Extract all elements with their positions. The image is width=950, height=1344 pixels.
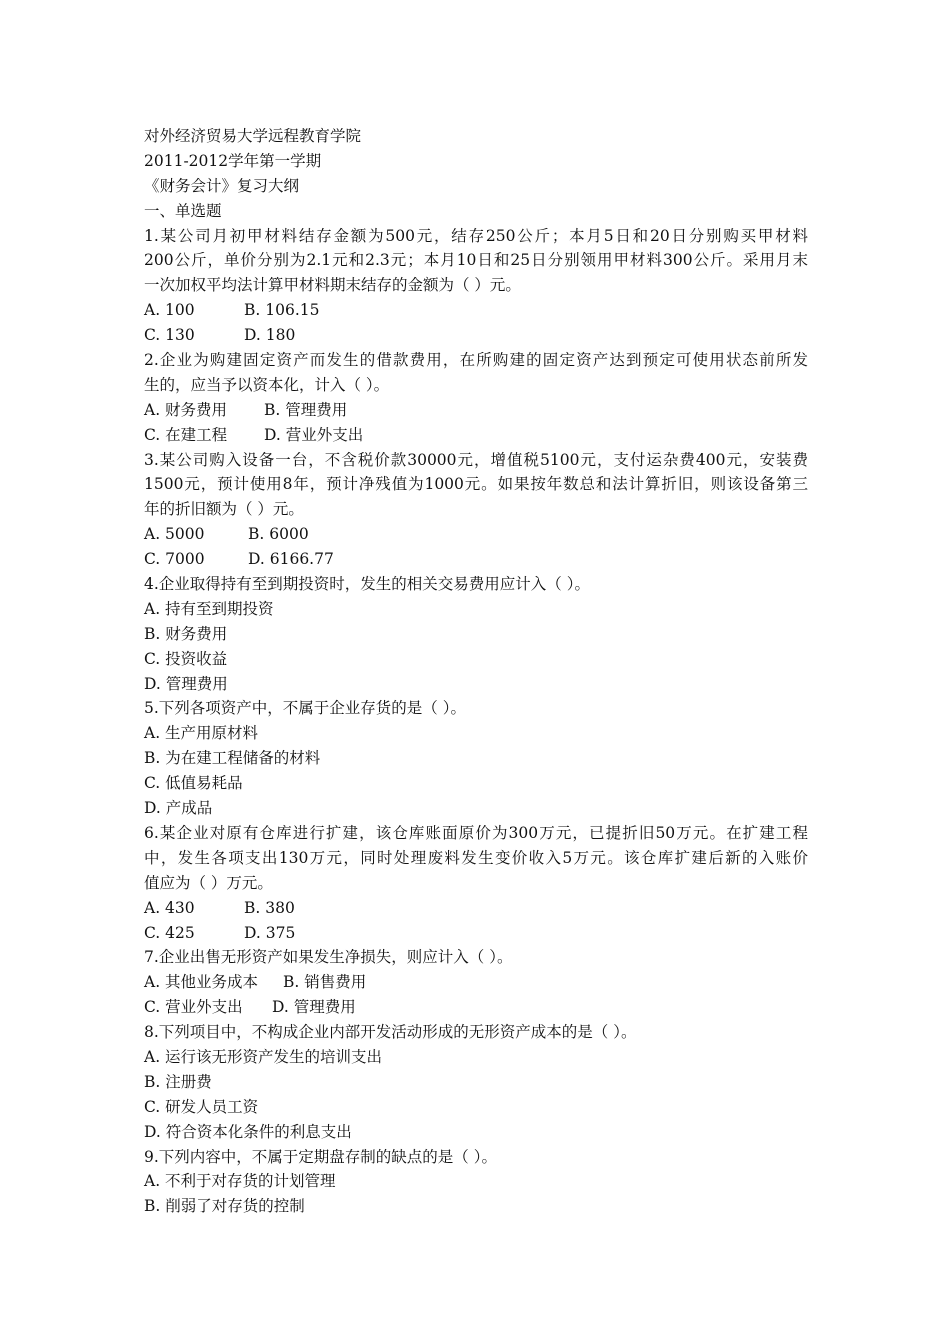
option-d: D. 375 [244, 923, 296, 942]
question-text-line: 9.下列内容中，不属于定期盘存制的缺点的是（ ）。 [144, 1147, 497, 1166]
option-d: D. 管理费用 [144, 674, 228, 693]
section-heading: 一、单选题 [144, 201, 222, 220]
question-5 [144, 696, 808, 820]
option-c: C. 投资收益 [144, 649, 228, 668]
question-text-line: 一次加权平均法计算甲材料期末结存的金额为（ ）元。 [144, 276, 521, 295]
question-text-line: 生的，应当予以资本化，计入（ ）。 [144, 375, 390, 394]
question-text-line: 7.企业出售无形资产如果发生净损失，则应计入（ ）。 [144, 948, 513, 967]
option-c: C. 营业外支出 [144, 998, 243, 1017]
option-a: A. 其他业务成本 [144, 973, 259, 992]
option-a: A. 430 [144, 898, 195, 917]
option-c: C. 低值易耗品 [144, 774, 243, 793]
question-text-line: 1500元，预计使用8年，预计净残值为1000元。如果按年数总和法计算折旧，则该设备第三 [144, 475, 808, 494]
option-d: D. 符合资本化条件的利息支出 [144, 1122, 352, 1141]
question-8 [144, 1020, 808, 1144]
option-b: B. 为在建工程储备的材料 [144, 749, 321, 768]
option-b: B. 财务费用 [144, 624, 228, 643]
option-a: A. 财务费用 [144, 400, 228, 419]
question-2 [144, 348, 808, 448]
option-c: C. 425 [144, 923, 195, 942]
option-c: C. 研发人员工资 [144, 1097, 259, 1116]
option-d: D. 营业外支出 [264, 425, 364, 444]
question-text-line: 2.企业为购建固定资产而发生的借款费用，在所购建的固定资产达到预定可使用状态前所发 [144, 351, 808, 370]
option-b: B. 106.15 [244, 301, 320, 320]
option-b: B. 注册费 [144, 1072, 212, 1091]
option-a: A. 不利于对存货的计划管理 [144, 1172, 336, 1191]
question-text-line: 1.某公司月初甲材料结存金额为500元，结存250公斤；本月5日和20日分别购买甲材料 [144, 226, 808, 245]
option-d: D. 180 [244, 326, 296, 345]
option-b: B. 380 [244, 898, 295, 917]
question-text-line: 6.某企业对原有仓库进行扩建，该仓库账面原价为300万元，已提折旧50万元。在扩建工程 [144, 823, 808, 842]
option-b: B. 管理费用 [264, 400, 348, 419]
question-text-line: 值应为（ ）万元。 [144, 873, 273, 892]
option-row [144, 398, 808, 423]
option-b: B. 6000 [248, 525, 309, 544]
option-a: A. 生产用原材料 [144, 724, 259, 743]
question-1 [144, 224, 808, 348]
option-d: D. 6166.77 [248, 550, 334, 569]
question-text-line: 年的折旧额为（ ）元。 [144, 500, 304, 519]
option-a: A. 运行该无形资产发生的培训支出 [144, 1047, 383, 1066]
question-text-line: 8.下列项目中，不构成企业内部开发活动形成的无形资产成本的是（ ）。 [144, 1023, 637, 1042]
option-a: A. 5000 [144, 525, 205, 544]
option-a: A. 100 [144, 301, 195, 320]
school-name: 对外经济贸易大学远程教育学院 [144, 127, 362, 145]
option-row [144, 522, 808, 547]
option-row [144, 423, 808, 448]
question-6 [144, 821, 808, 945]
option-row [144, 970, 808, 995]
question-7 [144, 945, 808, 1020]
question-text-line: 4.企业取得持有至到期投资时，发生的相关交易费用应计入（ ）。 [144, 575, 590, 594]
option-d: D. 产成品 [144, 799, 213, 818]
option-c: C. 7000 [144, 550, 205, 569]
question-9 [144, 1145, 808, 1220]
option-row [144, 323, 808, 348]
course-title: 《财务会计》复习大纲 [144, 176, 300, 195]
option-row [144, 896, 808, 921]
option-b: B. 削弱了对存货的控制 [144, 1197, 305, 1216]
document-page [144, 124, 808, 1219]
option-b: B. 销售费用 [283, 973, 367, 992]
question-text-line: 中，发生各项支出130万元，同时处理废料发生变价收入5万元。该仓库扩建后新的入账价 [144, 848, 808, 867]
question-text-line: 200公斤，单价分别为2.1元和2.3元；本月10日和25日分别领用甲材料300公斤。采用月末 [144, 251, 808, 270]
option-row [144, 921, 808, 946]
option-d: D. 管理费用 [272, 998, 356, 1017]
option-c: C. 130 [144, 326, 195, 345]
academic-term: 2011-2012学年第一学期 [144, 151, 322, 170]
option-row [144, 995, 808, 1020]
question-4 [144, 572, 808, 696]
option-row [144, 298, 808, 323]
option-row [144, 547, 808, 572]
question-text-line: 3.某公司购入设备一台，不含税价款30000元，增值税5100元，支付运杂费400元，安装费 [144, 450, 808, 469]
question-3 [144, 448, 808, 572]
option-c: C. 在建工程 [144, 425, 228, 444]
question-text-line: 5.下列各项资产中，不属于企业存货的是（ ）。 [144, 699, 466, 718]
option-a: A. 持有至到期投资 [144, 599, 274, 618]
